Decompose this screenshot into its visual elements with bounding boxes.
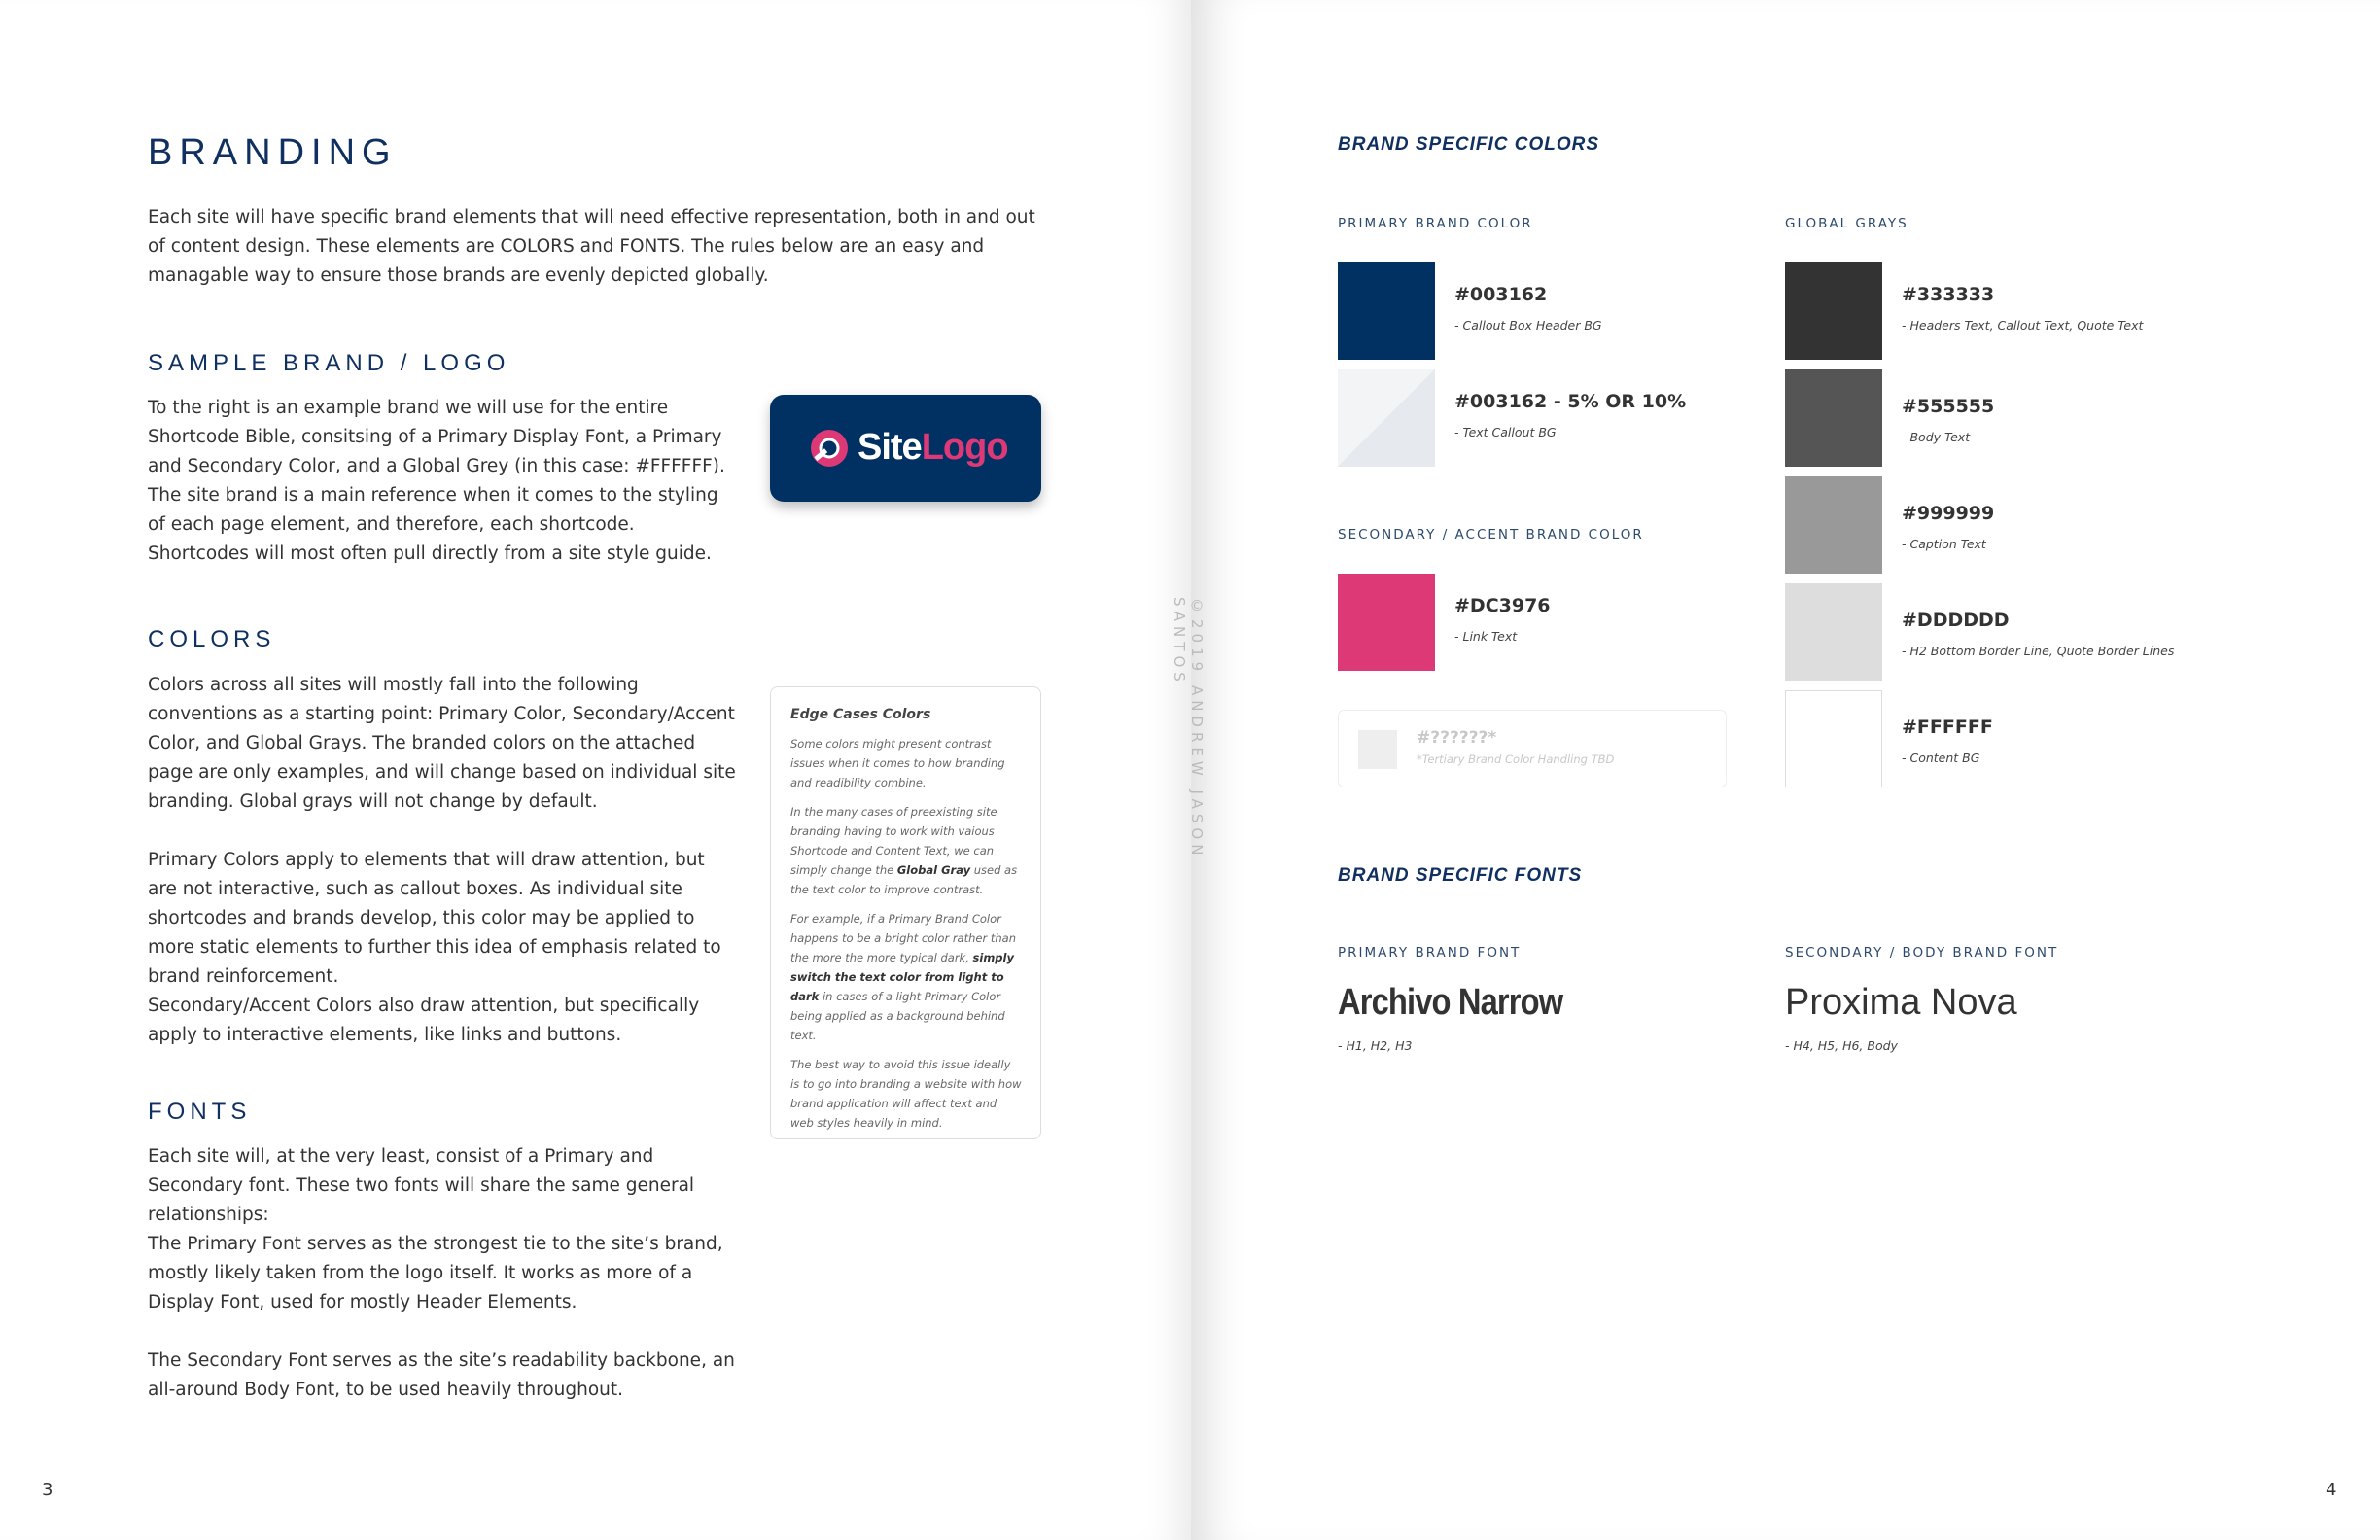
global-grays-label: GLOBAL GRAYS [1785, 216, 1908, 231]
colors-paragraph-3: Secondary/Accent Colors also draw attention, but specifically apply to interactive elements, like links and buttons. [148, 996, 700, 1045]
swatch-gray-333333 [1785, 262, 1882, 360]
swatch-primary [1338, 262, 1435, 360]
logo-wordmark [858, 424, 1008, 471]
secondary-font-sample: Proxima Nova [1785, 982, 2017, 1023]
swatch-primary-tint [1338, 369, 1435, 467]
colors-paragraph-1: Colors across all sites will mostly fall into the following conventions as a starting point: Primary Color, Secondary/Accent Color, and Global Grays. The branded colors on the attached page are only examples, and will change based on individual site branding. Global grays will not change by default. [148, 675, 736, 812]
sample-brand-heading: SAMPLE BRAND / LOGO [148, 350, 510, 376]
primary-font-usage: - H1, H2, H3 [1338, 1038, 1413, 1053]
right-page [1191, 0, 2380, 1540]
swatch-usage: - Caption Text [1902, 537, 1986, 551]
sample-logo [770, 395, 1041, 502]
swatch-usage: - H2 Bottom Border Line, Quote Border Lines [1902, 644, 2175, 658]
edge-cases-paragraph-3: For example, if a Primary Brand Color happens to be a bright color rather than the more the more typical dark, simply switch the text color from light to dark in cases of a light Primary Color being applied as a background behind text. [790, 912, 1016, 1042]
colors-heading: COLORS [148, 626, 276, 652]
secondary-font-usage: - H4, H5, H6, Body [1785, 1038, 1898, 1053]
swatch-usage: - Callout Box Header BG [1454, 318, 1602, 332]
edge-cases-title: Edge Cases Colors [790, 707, 931, 722]
tertiary-hex: #??????* [1417, 728, 1497, 748]
swatch-hex: #003162 [1454, 284, 1548, 305]
swatch-hex: #555555 [1902, 396, 1995, 417]
tertiary-color-placeholder [1338, 710, 1727, 788]
swatch-gray-555555 [1785, 369, 1882, 467]
swatch-usage: - Link Text [1454, 629, 1518, 644]
swatch-usage: - Content BG [1902, 751, 1980, 765]
swatch-hex: #003162 - 5% OR 10% [1454, 391, 1687, 412]
primary-font-label: PRIMARY BRAND FONT [1338, 945, 1522, 961]
swatch-hex: #FFFFFF [1902, 717, 1993, 738]
primary-font-sample: Archivo Narrow [1338, 982, 1563, 1023]
swatch-accent [1338, 574, 1435, 671]
swatch-hex: #DC3976 [1454, 595, 1551, 616]
page-title: BRANDING [148, 132, 398, 173]
edge-cases-callout [770, 686, 1041, 1139]
swatch-gray-ffffff [1785, 690, 1882, 788]
swatch-hex: #999999 [1902, 503, 1995, 524]
primary-color-label: PRIMARY BRAND COLOR [1338, 216, 1533, 231]
edge-cases-paragraph-4: The best way to avoid this issue ideally is to go into branding a website with how brand application will affect text and web styles heavily in mind. [790, 1058, 1022, 1130]
swatch-tertiary [1358, 730, 1397, 769]
swatch-gray-999999 [1785, 476, 1882, 574]
fonts-paragraph-3: The Secondary Font serves as the site’s readability backbone, an all-around Body Font, to be used heavily throughout. [148, 1350, 735, 1400]
swatch-hex: #333333 [1902, 284, 1995, 305]
brand-fonts-title: BRAND SPECIFIC FONTS [1338, 865, 1583, 886]
swatch-usage: - Headers Text, Callout Text, Quote Text [1902, 318, 2144, 332]
logo-wordmark-logo: Logo [921, 427, 1008, 468]
secondary-color-label: SECONDARY / ACCENT BRAND COLOR [1338, 527, 1644, 542]
edge-cases-paragraph-2: In the many cases of preexisting site branding having to work with vaious Shortcode and Content Text, we can simply change the Global Gray used as the text color to improve contrast. [790, 805, 1018, 896]
page-number-right: 4 [2326, 1480, 2337, 1500]
logo-mark-icon [809, 428, 850, 469]
swatch-usage: - Text Callout BG [1454, 425, 1557, 439]
page-number-left: 3 [42, 1480, 53, 1500]
sample-brand-paragraph: To the right is an example brand we will use for the entire Shortcode Bible, consitsing of a Primary Display Font, a Primary and Secondary Color, and a Global Grey (in this case: #FFFFFF). The site brand is a main reference when it comes to the styling of each page element, and therefore, each shortcode. Shortcodes will most often pull directly from a site style guide. [148, 398, 725, 564]
logo-wordmark-site: Site [858, 427, 922, 468]
swatch-gray-dddddd [1785, 583, 1882, 681]
fonts-paragraph-2: The Primary Font serves as the strongest tie to the site’s brand, mostly likely taken from the logo itself. It works as more of a Display Font, used for mostly Header Elements. [148, 1234, 723, 1312]
vertical-credit: ©2019 ANDREW JASON SANTOS [1171, 597, 1206, 860]
swatch-usage: - Body Text [1902, 430, 1971, 444]
brand-colors-title: BRAND SPECIFIC COLORS [1338, 134, 1600, 155]
edge-cases-paragraph-1: Some colors might present contrast issues when it comes to how branding and readibility combine. [790, 737, 1005, 789]
colors-paragraph-2: Primary Colors apply to elements that will draw attention, but are not interactive, such as callout boxes. As individual site shortcodes and brands develop, this color may be applied to more static elements to further this idea of emphasis related to brand reinforcement. [148, 850, 721, 987]
fonts-heading: FONTS [148, 1099, 252, 1125]
fonts-paragraph-1: Each site will, at the very least, consist of a Primary and Secondary font. These two fonts will share the same general relationships: [148, 1146, 695, 1225]
tertiary-usage: *Tertiary Brand Color Handling TBD [1417, 752, 1615, 766]
swatch-hex: #DDDDDD [1902, 610, 2010, 631]
intro-paragraph: Each site will have specific brand elements that will need effective representation, both in and out of content design. These elements are COLORS and FONTS. The rules below are an easy and managable way to ensure those brands are evenly depicted globally. [148, 207, 1035, 286]
secondary-font-label: SECONDARY / BODY BRAND FONT [1785, 945, 2059, 961]
